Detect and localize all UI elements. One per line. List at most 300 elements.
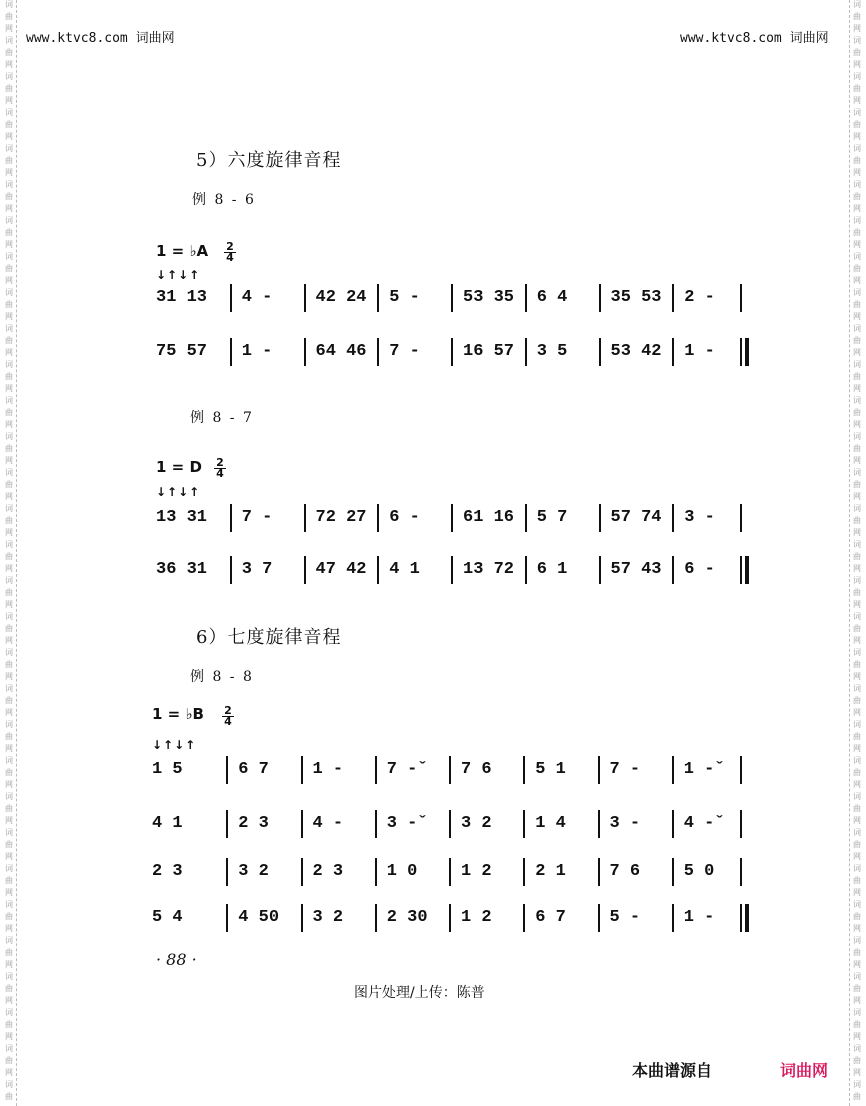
measure: 3 2 [312,908,344,927]
watermark-char: 词 [853,648,861,657]
barline [598,904,600,932]
barline [375,810,377,838]
barline [525,556,527,584]
notation-row [152,854,746,890]
measure: 1 2 [461,862,492,881]
watermark-char: 词 [5,612,13,621]
watermark-char: 网 [853,312,861,321]
watermark-char: 词 [853,684,861,693]
time-signature [224,242,236,263]
watermark-char: 网 [5,960,13,969]
watermark-char: 曲 [853,1020,861,1029]
watermark-char: 词 [853,216,861,225]
watermark-char: 网 [5,456,13,465]
watermark-char: 词 [853,936,861,945]
watermark-char: 曲 [853,552,861,561]
watermark-char: 曲 [5,768,13,777]
watermark-char: 词 [853,1008,861,1017]
watermark-char: 词 [5,792,13,801]
barline [375,756,377,784]
watermark-char: 网 [5,528,13,537]
watermark-char: 网 [5,996,13,1005]
page-number: · 88 · [156,950,197,969]
watermark-char: 网 [853,1032,861,1041]
watermark-char: 词 [5,900,13,909]
barline [672,504,674,532]
breath-arrows: ↓↑↓↑ [156,268,201,282]
watermark-char: 词 [853,864,861,873]
watermark-char: 词 [853,468,861,477]
watermark-char: 词 [5,180,13,189]
watermark-char: 曲 [853,1092,861,1101]
watermark-char: 网 [5,636,13,645]
watermark-char: 词 [853,900,861,909]
watermark-char: 曲 [853,228,861,237]
measure: 4 50 [238,908,280,927]
watermark-char: 网 [853,780,861,789]
watermark-char: 网 [5,708,13,717]
watermark-char: 曲 [5,948,13,957]
watermark-char: 网 [853,240,861,249]
watermark-char: 网 [853,456,861,465]
barline [226,904,228,932]
watermark-char: 词 [5,576,13,585]
watermark-char: 曲 [5,84,13,93]
watermark-char: 词 [5,108,13,117]
site-url[interactable]: www.ktvc8.com [26,31,128,46]
watermark-char: 曲 [853,156,861,165]
watermark-char: 词 [853,972,861,981]
header-right [680,27,829,46]
watermark-char: 网 [853,132,861,141]
measure: 1 2 [461,908,492,927]
barline [672,556,674,584]
measure: 6 1 [536,560,568,579]
watermark-char: 网 [5,852,13,861]
watermark-char: 网 [5,276,13,285]
watermark-char: 词 [5,360,13,369]
notation-row [156,552,746,588]
watermark-char: 曲 [853,912,861,921]
watermark-char: 词 [853,792,861,801]
section-title-6: 6）七度旋律音程 [196,627,342,648]
watermark-char: 词 [5,720,13,729]
watermark-char: 词 [853,1080,861,1089]
watermark-char: 网 [5,744,13,753]
watermark-char: 词 [5,684,13,693]
measure: 57 74 [610,508,662,527]
watermark-char: 曲 [5,1020,13,1029]
barline [304,338,306,366]
watermark-char: 曲 [853,192,861,201]
watermark-char: 网 [5,132,13,141]
measure: 5 1 [535,760,566,779]
watermark-char: 词 [5,936,13,945]
watermark-char: 词 [5,1044,13,1053]
measure: 3 - [684,508,715,527]
measure: 3 7 [241,560,273,579]
watermark-char: 词 [853,612,861,621]
watermark-char: 词 [853,432,861,441]
measure: 61 16 [463,508,515,527]
measure: 1 - [684,342,715,361]
breath-arrows: ↓↑↓↑ [152,738,197,752]
measure: 5 - [389,288,420,307]
watermark-char: 曲 [853,264,861,273]
watermark-char: 词 [853,144,861,153]
barline [599,504,601,532]
barline-end [740,756,742,784]
measure: 57 43 [610,560,662,579]
measure: 4 - [241,288,273,307]
watermark-char: 曲 [5,48,13,57]
watermark-char: 曲 [853,120,861,129]
watermark-char: 网 [5,780,13,789]
measure: 53 35 [463,288,515,307]
measure: 4 1 [152,814,183,833]
barline [375,858,377,886]
measure: 2 1 [535,862,566,881]
measure: 5 - [609,908,641,927]
watermark-char: 网 [853,564,861,573]
watermark-char: 词 [853,756,861,765]
watermark-char: 曲 [5,624,13,633]
watermark-char: 曲 [853,660,861,669]
measure: 7 6 [609,862,641,881]
watermark-char: 网 [5,888,13,897]
site-url[interactable]: www.ktvc8.com [680,31,782,46]
measure: 2 - [684,288,715,307]
watermark-char: 词 [5,540,13,549]
measure: 4 - [312,814,344,833]
watermark-char: 网 [5,204,13,213]
barline [525,504,527,532]
watermark-char: 曲 [5,336,13,345]
example-label: 例 8 - 7 [190,410,254,426]
watermark-char: 曲 [5,660,13,669]
barline [523,810,525,838]
watermark-char: 曲 [5,264,13,273]
watermark-char: 词 [5,1008,13,1017]
watermark-char: 词 [853,108,861,117]
final-barline [745,338,749,366]
barline [449,756,451,784]
measure: 6 7 [535,908,566,927]
notation-row [152,900,746,936]
example-label: 例 8 - 6 [192,192,256,208]
watermark-char: 网 [853,420,861,429]
watermark-char: 词 [5,72,13,81]
watermark-char: 曲 [853,408,861,417]
measure: 1 5 [152,760,183,779]
barline [672,756,674,784]
measure: 1 - [683,908,715,927]
watermark-char: 曲 [5,372,13,381]
measure: 3 -ˇ [386,814,428,833]
upload-credit: 图片处理/上传：陈普 [354,985,485,1001]
measure: 2 3 [152,862,183,881]
barline [599,284,601,312]
watermark-char: 曲 [5,840,13,849]
barline [230,338,232,366]
barline [449,810,451,838]
source-label: 本曲谱源自 [632,1061,713,1080]
watermark-char: 网 [853,996,861,1005]
watermark-char: 曲 [853,336,861,345]
barline-end [740,504,742,532]
barline [304,504,306,532]
measure: 31 13 [156,288,208,307]
watermark-char: 曲 [5,1092,13,1101]
watermark-char: 网 [5,492,13,501]
watermark-char: 网 [5,816,13,825]
barline [226,858,228,886]
watermark-char: 网 [853,744,861,753]
breath-arrows: ↓↑↓↑ [156,485,201,499]
watermark-char: 词 [5,0,13,9]
watermark-char: 曲 [5,1056,13,1065]
watermark-char: 曲 [5,912,13,921]
measure: 64 46 [315,342,367,361]
watermark-char: 词 [5,252,13,261]
barline [672,284,674,312]
barline-end [740,858,742,886]
key-signature: 1 = ♭A [156,242,209,260]
measure: 47 42 [315,560,367,579]
measure: 7 6 [461,760,492,779]
watermark-char: 词 [853,0,861,9]
notation-row [152,752,746,788]
barline [304,556,306,584]
key-signature: 1 = D [156,458,202,476]
brand-link[interactable]: 词曲网 [780,1061,829,1080]
watermark-char: 曲 [853,480,861,489]
measure: 35 53 [610,288,662,307]
barline [672,904,674,932]
watermark-char: 词 [5,1080,13,1089]
measure: 7 - [609,760,641,779]
watermark-char: 词 [853,72,861,81]
barline [226,810,228,838]
watermark-char: 词 [5,972,13,981]
measure: 42 24 [315,288,367,307]
barline [377,338,379,366]
notation-row [152,806,746,842]
watermark-char: 网 [5,168,13,177]
watermark-char: 网 [853,24,861,33]
watermark-char: 曲 [853,1056,861,1065]
measure: 1 0 [386,862,418,881]
watermark-char: 网 [853,888,861,897]
barline [377,556,379,584]
watermark-char: 网 [5,348,13,357]
watermark-char: 曲 [5,588,13,597]
watermark-char: 网 [5,1032,13,1041]
watermark-char: 曲 [853,300,861,309]
watermark-char: 词 [853,576,861,585]
section-title-5: 5）六度旋律音程 [196,150,342,171]
watermark-char: 词 [853,1044,861,1053]
watermark-char: 网 [853,852,861,861]
watermark-char: 曲 [853,624,861,633]
barline [451,338,453,366]
watermark-char: 曲 [5,696,13,705]
measure: 75 57 [156,342,208,361]
watermark-char: 词 [5,396,13,405]
barline [301,756,303,784]
barline [672,338,674,366]
time-bottom: 4 [222,716,234,727]
barline [451,284,453,312]
watermark-char: 网 [853,960,861,969]
watermark-char: 词 [5,216,13,225]
watermark-char: 网 [853,276,861,285]
measure: 7 - [241,508,273,527]
time-bottom: 4 [214,468,226,479]
watermark-char: 曲 [5,12,13,21]
watermark-char: 曲 [5,228,13,237]
watermark-char: 网 [5,1068,13,1077]
measure: 2 30 [386,908,428,927]
barline-end [740,904,742,932]
watermark-char: 网 [5,24,13,33]
watermark-char: 词 [5,756,13,765]
watermark-char: 词 [5,864,13,873]
watermark-char: 词 [5,36,13,45]
barline [598,756,600,784]
watermark-char: 曲 [853,840,861,849]
barline [375,904,377,932]
watermark-char: 网 [853,492,861,501]
watermark-char: 网 [853,924,861,933]
watermark-char: 词 [5,144,13,153]
watermark-char: 词 [853,504,861,513]
watermark-char: 网 [5,60,13,69]
right-watermark-strip [849,0,864,1106]
watermark-char: 曲 [5,732,13,741]
measure: 13 31 [156,508,208,527]
watermark-char: 曲 [853,588,861,597]
watermark-char: 词 [5,648,13,657]
notation-row [156,280,746,316]
time-bottom: 4 [224,252,236,263]
time-top: 2 [216,456,224,469]
barline-end [740,810,742,838]
measure: 3 5 [536,342,568,361]
watermark-char: 曲 [853,372,861,381]
barline [599,556,601,584]
barline-end [740,284,742,312]
key-signature: 1 = ♭B [152,705,204,723]
watermark-char: 曲 [853,732,861,741]
barline [304,284,306,312]
time-signature [214,458,226,479]
barline [672,810,674,838]
time-top: 2 [226,240,234,253]
measure: 16 57 [463,342,515,361]
measure: 36 31 [156,560,208,579]
measure: 1 -ˇ [683,760,725,779]
barline [301,904,303,932]
watermark-char: 曲 [5,444,13,453]
barline [377,504,379,532]
watermark-char: 词 [5,828,13,837]
watermark-char: 曲 [853,48,861,57]
barline [598,810,600,838]
final-barline [745,556,749,584]
watermark-char: 词 [853,396,861,405]
watermark-char: 词 [853,288,861,297]
watermark-char: 曲 [5,552,13,561]
watermark-char: 网 [5,96,13,105]
time-signature [222,706,234,727]
watermark-char: 曲 [5,516,13,525]
measure: 2 3 [312,862,344,881]
barline [525,338,527,366]
watermark-char: 词 [5,324,13,333]
watermark-char: 曲 [853,984,861,993]
barline [672,858,674,886]
watermark-char: 网 [5,312,13,321]
watermark-char: 网 [5,384,13,393]
watermark-char: 网 [853,204,861,213]
watermark-char: 曲 [5,156,13,165]
barline [230,284,232,312]
measure: 5 0 [683,862,715,881]
barline [449,904,451,932]
barline-end [740,338,742,366]
measure: 7 - [389,342,420,361]
watermark-char: 词 [853,180,861,189]
measure: 5 7 [536,508,568,527]
measure: 1 4 [535,814,566,833]
watermark-char: 曲 [5,120,13,129]
measure: 6 - [389,508,420,527]
measure: 3 2 [238,862,269,881]
barline [523,756,525,784]
measure: 6 4 [536,288,568,307]
watermark-char: 网 [853,672,861,681]
notation-row [156,334,746,370]
barline [599,338,601,366]
watermark-char: 曲 [853,516,861,525]
watermark-char: 网 [853,384,861,393]
measure: 4 -ˇ [683,814,725,833]
watermark-char: 曲 [853,948,861,957]
watermark-char: 网 [853,348,861,357]
watermark-char: 网 [853,816,861,825]
watermark-char: 网 [5,564,13,573]
barline [525,284,527,312]
watermark-char: 曲 [5,192,13,201]
watermark-char: 曲 [853,84,861,93]
watermark-char: 网 [853,600,861,609]
time-top: 2 [224,704,232,717]
watermark-char: 词 [853,828,861,837]
barline [523,904,525,932]
final-barline [745,904,749,932]
watermark-char: 网 [5,420,13,429]
header-left [26,27,175,46]
barline [451,504,453,532]
barline [226,756,228,784]
watermark-char: 网 [5,924,13,933]
measure: 3 - [609,814,641,833]
measure: 72 27 [315,508,367,527]
measure: 1 - [241,342,273,361]
watermark-char: 曲 [853,12,861,21]
watermark-char: 曲 [5,804,13,813]
